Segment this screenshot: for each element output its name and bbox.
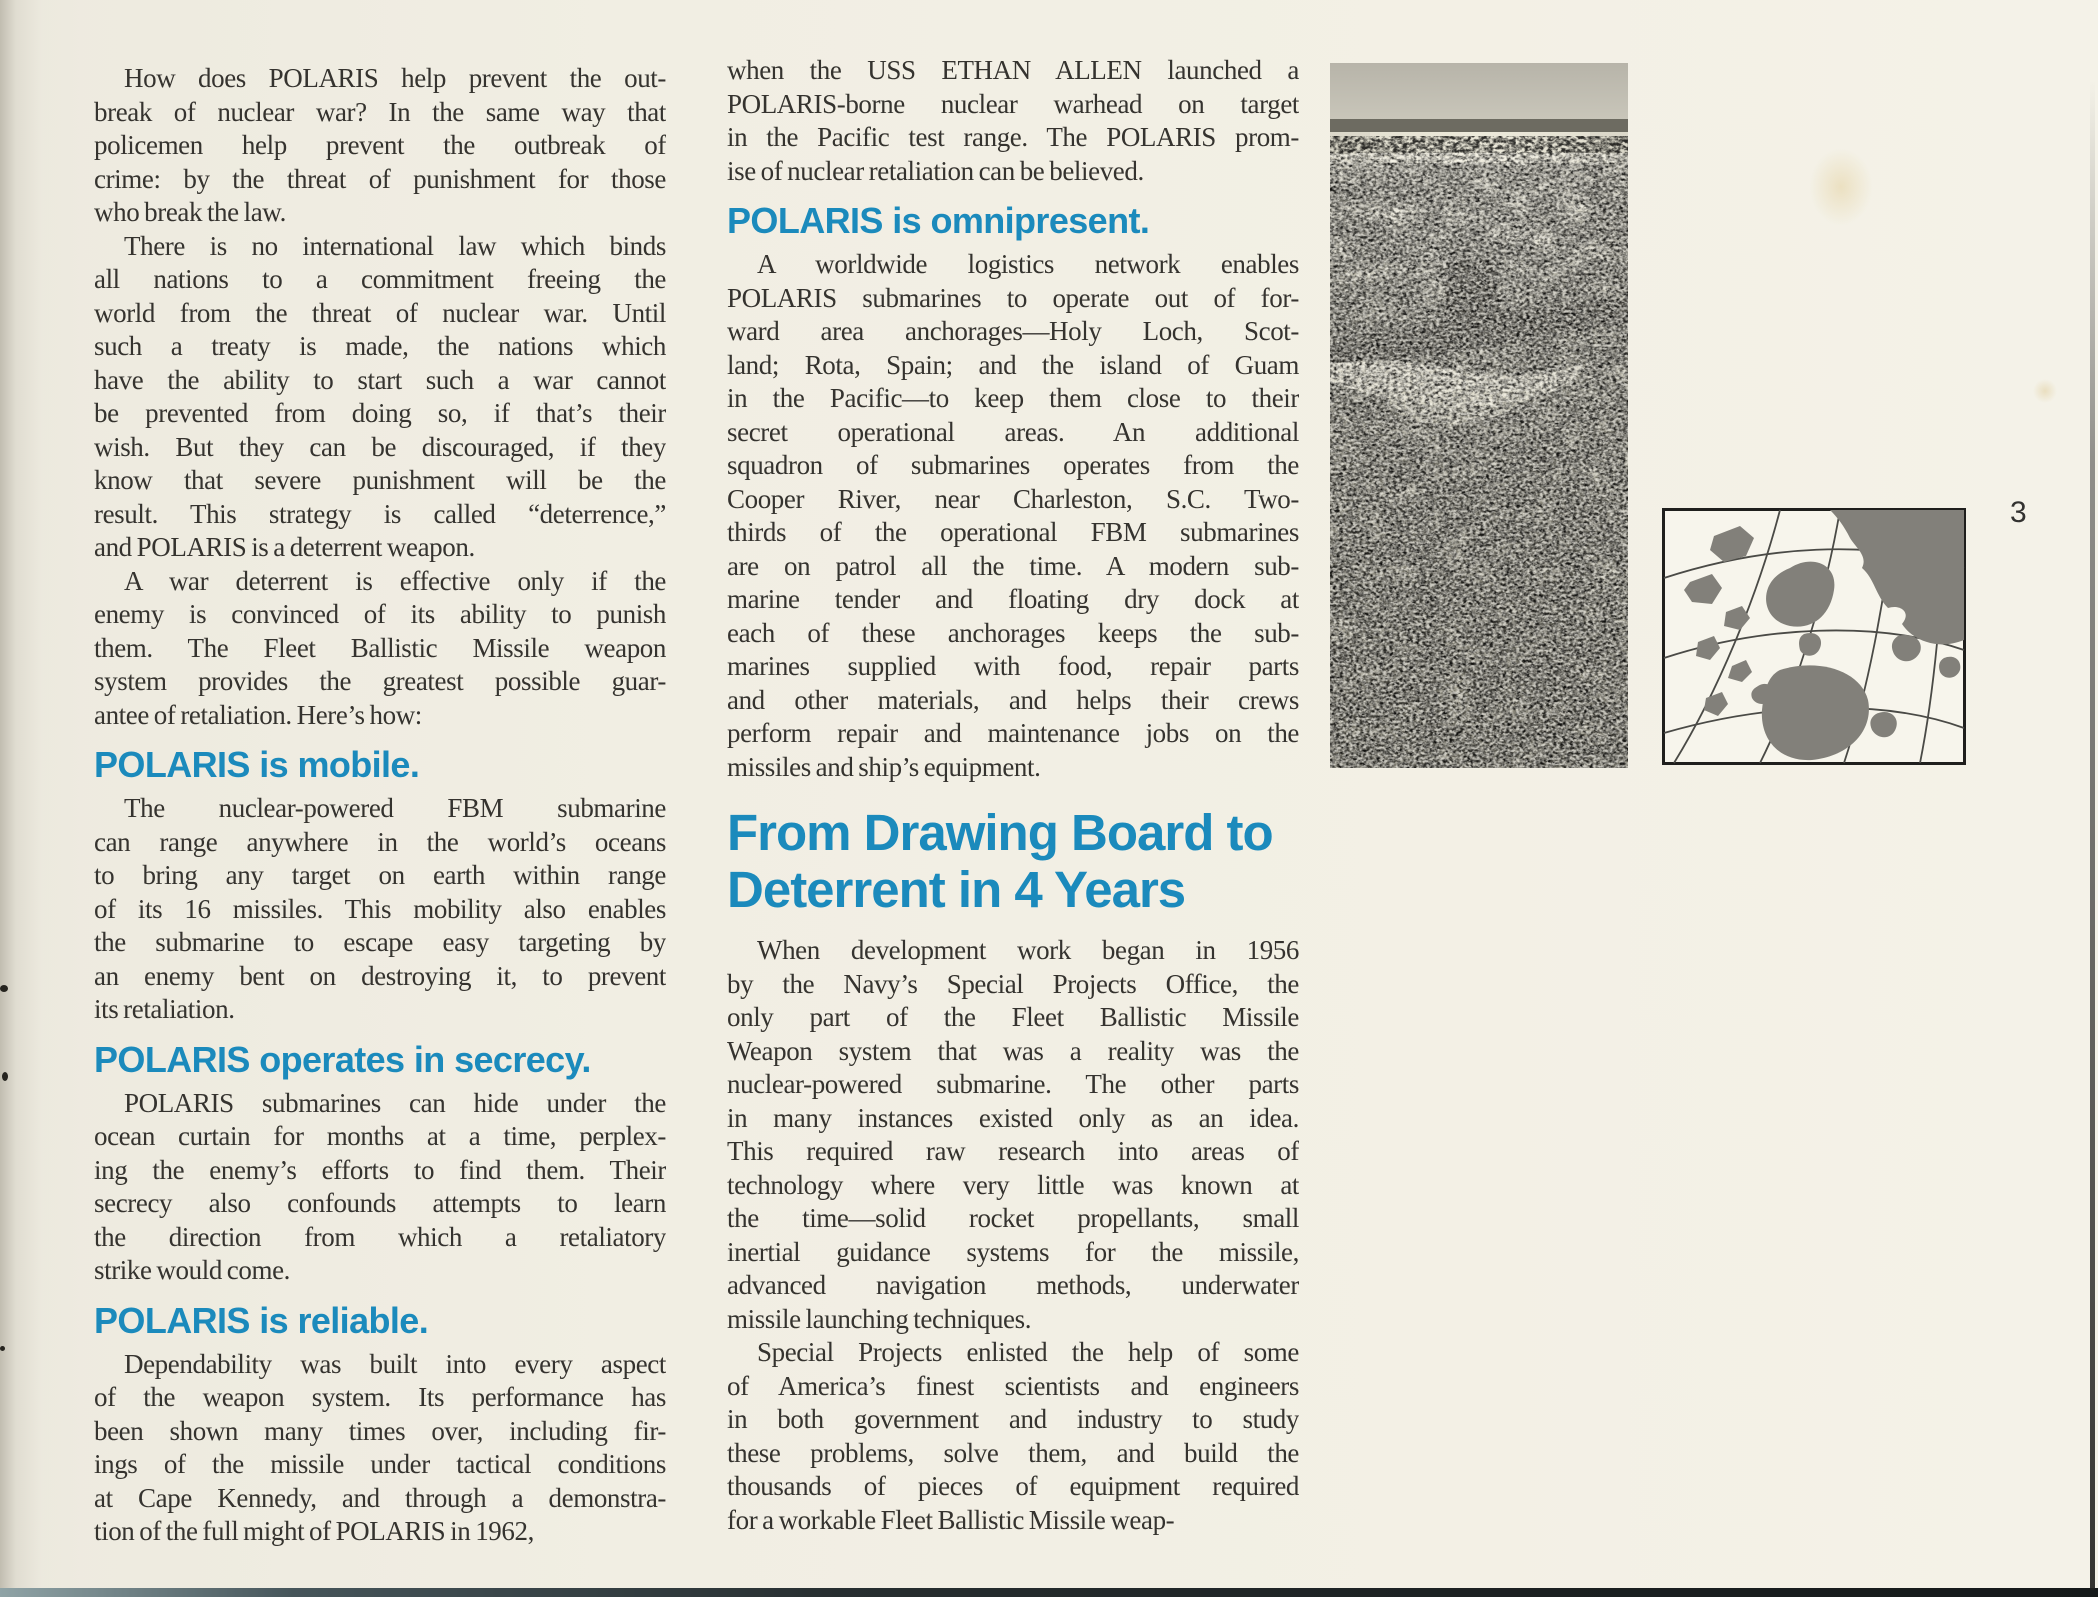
text-line: antee of retaliation. Here’s how: bbox=[94, 699, 422, 730]
text-line: strike would come. bbox=[94, 1255, 291, 1285]
text-line: these problems, solve them, and build the bbox=[727, 1437, 1299, 1468]
text-line: marines supplied with food, repair parts bbox=[727, 651, 1299, 681]
text-line: A worldwide logistics network enables bbox=[757, 249, 1299, 279]
text-line: have the ability to start such a war cannot bbox=[94, 364, 666, 395]
text-line: in both government and industry to study bbox=[727, 1404, 1299, 1434]
text-line: missiles and ship’s equipment. bbox=[727, 751, 1041, 782]
text-line: know that severe punishment will be the bbox=[94, 465, 666, 495]
text-line: can range anywhere in the world’s oceans bbox=[94, 826, 666, 857]
text-line: in the Pacific test range. The POLARIS prom- bbox=[727, 122, 1299, 152]
text-line: only part of the Fleet Ballistic Missile bbox=[727, 1002, 1299, 1032]
text-line: and other materials, and helps their crews bbox=[727, 684, 1299, 715]
text-line: world from the threat of nuclear war. Until bbox=[94, 297, 666, 328]
paragraph bbox=[727, 1336, 1299, 1537]
text-line: who break the law. bbox=[94, 197, 286, 227]
scan-speck bbox=[0, 985, 8, 992]
text-line: been shown many times over, including fir- bbox=[94, 1415, 666, 1446]
text-line: land; Rota, Spain; and the island of Guam bbox=[727, 349, 1299, 380]
scan-speck bbox=[2, 1072, 8, 1081]
text-line: secrecy also confounds attempts to learn bbox=[94, 1188, 666, 1218]
text-line: them. The Fleet Ballistic Missile weapon bbox=[94, 632, 666, 663]
section-heading bbox=[94, 745, 666, 785]
text-line: When development work began in 1956 bbox=[757, 935, 1299, 965]
text-line: Cooper River, near Charleston, S.C. Two- bbox=[727, 483, 1299, 514]
section-heading bbox=[94, 1301, 666, 1341]
text-line: break of nuclear war? In the same way that bbox=[94, 96, 666, 127]
paragraph bbox=[94, 1348, 666, 1549]
text-line: at Cape Kennedy, and through a demonstra- bbox=[94, 1482, 666, 1513]
heading-line: POLARIS is reliable. bbox=[94, 1299, 429, 1341]
paragraph bbox=[727, 934, 1299, 1336]
text-line: ocean curtain for months at a time, perplex- bbox=[94, 1121, 666, 1151]
submarine-photo bbox=[1330, 63, 1628, 768]
paragraph bbox=[94, 62, 666, 230]
text-line: policemen help prevent the outbreak of bbox=[94, 130, 666, 160]
paragraph bbox=[94, 230, 666, 565]
text-line: missile launching techniques. bbox=[727, 1303, 1032, 1334]
scan-bottom-edge bbox=[0, 1588, 2098, 1597]
article-heading bbox=[727, 804, 1299, 918]
heading-line: POLARIS operates in secrecy. bbox=[94, 1038, 591, 1080]
text-line: all nations to a commitment freeing the bbox=[94, 264, 666, 294]
heading-line: From Drawing Board to bbox=[727, 804, 1273, 861]
text-line: The nuclear-powered FBM submarine bbox=[124, 793, 666, 823]
text-line: its retaliation. bbox=[94, 994, 235, 1024]
text-line: of America’s finest scientists and engineers bbox=[727, 1370, 1299, 1401]
text-line: marine tender and floating dry dock at bbox=[727, 584, 1299, 614]
page-number: 3 bbox=[2010, 496, 2027, 529]
text-line: inertial guidance systems for the missile, bbox=[727, 1236, 1299, 1267]
text-line: nuclear-powered submarine. The other parts bbox=[727, 1069, 1299, 1099]
text-line: system provides the greatest possible guar- bbox=[94, 666, 666, 696]
text-line: A war deterrent is effective only if the bbox=[124, 565, 666, 596]
text-line: to bring any target on earth within range bbox=[94, 860, 666, 890]
text-line: perform repair and maintenance jobs on the bbox=[727, 718, 1299, 748]
text-line: enemy is convinced of its ability to punish bbox=[94, 599, 666, 629]
text-line: be prevented from doing so, if that’s their bbox=[94, 398, 666, 428]
text-line: for a workable Fleet Ballistic Missile weap- bbox=[727, 1504, 1175, 1535]
text-line: of its 16 missiles. This mobility also enables bbox=[94, 893, 666, 924]
text-line: thousands of pieces of equipment required bbox=[727, 1471, 1299, 1501]
paragraph bbox=[727, 54, 1299, 188]
paragraph bbox=[94, 792, 666, 1027]
text-line: wish. But they can be discouraged, if they bbox=[94, 431, 666, 462]
text-line: and POLARIS is a deterrent weapon. bbox=[94, 532, 475, 562]
text-line: POLARIS submarines to operate out of for- bbox=[727, 282, 1299, 313]
text-line: advanced navigation methods, underwater bbox=[727, 1270, 1299, 1300]
text-line: each of these anchorages keeps the sub- bbox=[727, 617, 1299, 648]
world-map-graphic bbox=[1662, 508, 1966, 765]
heading-line: POLARIS is omnipresent. bbox=[727, 200, 1150, 241]
text-line: Special Projects enlisted the help of some bbox=[757, 1337, 1299, 1367]
text-line: the time—solid rocket propellants, small bbox=[727, 1203, 1299, 1233]
scan-right-edge bbox=[2090, 80, 2095, 1590]
text-line: such a treaty is made, the nations which bbox=[94, 331, 666, 361]
text-line: Dependability was built into every aspect bbox=[124, 1348, 666, 1379]
text-line: when the USS ETHAN ALLEN launched a bbox=[727, 55, 1299, 85]
section-heading bbox=[94, 1040, 666, 1080]
text-line: crime: by the threat of punishment for those bbox=[94, 163, 666, 194]
text-line: There is no international law which binds bbox=[124, 230, 666, 261]
paragraph bbox=[94, 565, 666, 733]
text-line: the submarine to escape easy targeting by bbox=[94, 927, 666, 957]
left-column bbox=[94, 62, 666, 1549]
text-line: ings of the missile under tactical conditions bbox=[94, 1449, 666, 1479]
text-line: in many instances existed only as an idea. bbox=[727, 1102, 1299, 1133]
section-heading bbox=[727, 201, 1299, 241]
text-line: of the weapon system. Its performance has bbox=[94, 1382, 666, 1412]
text-line: the direction from which a retaliatory bbox=[94, 1221, 666, 1252]
text-line: an enemy bent on destroying it, to prevent bbox=[94, 960, 666, 991]
text-line: This required raw research into areas of bbox=[727, 1136, 1299, 1166]
text-line: squadron of submarines operates from the bbox=[727, 450, 1299, 480]
text-line: ise of nuclear retaliation can be believed. bbox=[727, 155, 1144, 186]
paragraph bbox=[94, 1087, 666, 1288]
text-line: tion of the full might of POLARIS in 1962, bbox=[94, 1516, 534, 1546]
text-line: How does POLARIS help prevent the out- bbox=[124, 63, 666, 93]
heading-line: Deterrent in 4 Years bbox=[727, 861, 1186, 918]
scan-speck bbox=[0, 1346, 5, 1351]
heading-line: POLARIS is mobile. bbox=[94, 744, 420, 785]
text-line: in the Pacific—to keep them close to their bbox=[727, 383, 1299, 413]
paragraph bbox=[727, 248, 1299, 784]
text-line: result. This strategy is called “deterrence,” bbox=[94, 498, 666, 529]
text-line: ing the enemy’s efforts to find them. Their bbox=[94, 1154, 666, 1185]
text-line: by the Navy’s Special Projects Office, the bbox=[727, 968, 1299, 999]
text-line: Weapon system that was a reality was the bbox=[727, 1035, 1299, 1066]
text-line: thirds of the operational FBM submarines bbox=[727, 517, 1299, 547]
middle-column bbox=[727, 54, 1299, 1537]
text-line: POLARIS submarines can hide under the bbox=[124, 1087, 666, 1118]
text-line: are on patrol all the time. A modern sub- bbox=[727, 550, 1299, 581]
text-line: technology where very little was known at bbox=[727, 1169, 1299, 1200]
text-line: ward area anchorages—Holy Loch, Scot- bbox=[727, 316, 1299, 346]
text-line: POLARIS-borne nuclear warhead on target bbox=[727, 88, 1299, 119]
text-line: secret operational areas. An additional bbox=[727, 416, 1299, 447]
